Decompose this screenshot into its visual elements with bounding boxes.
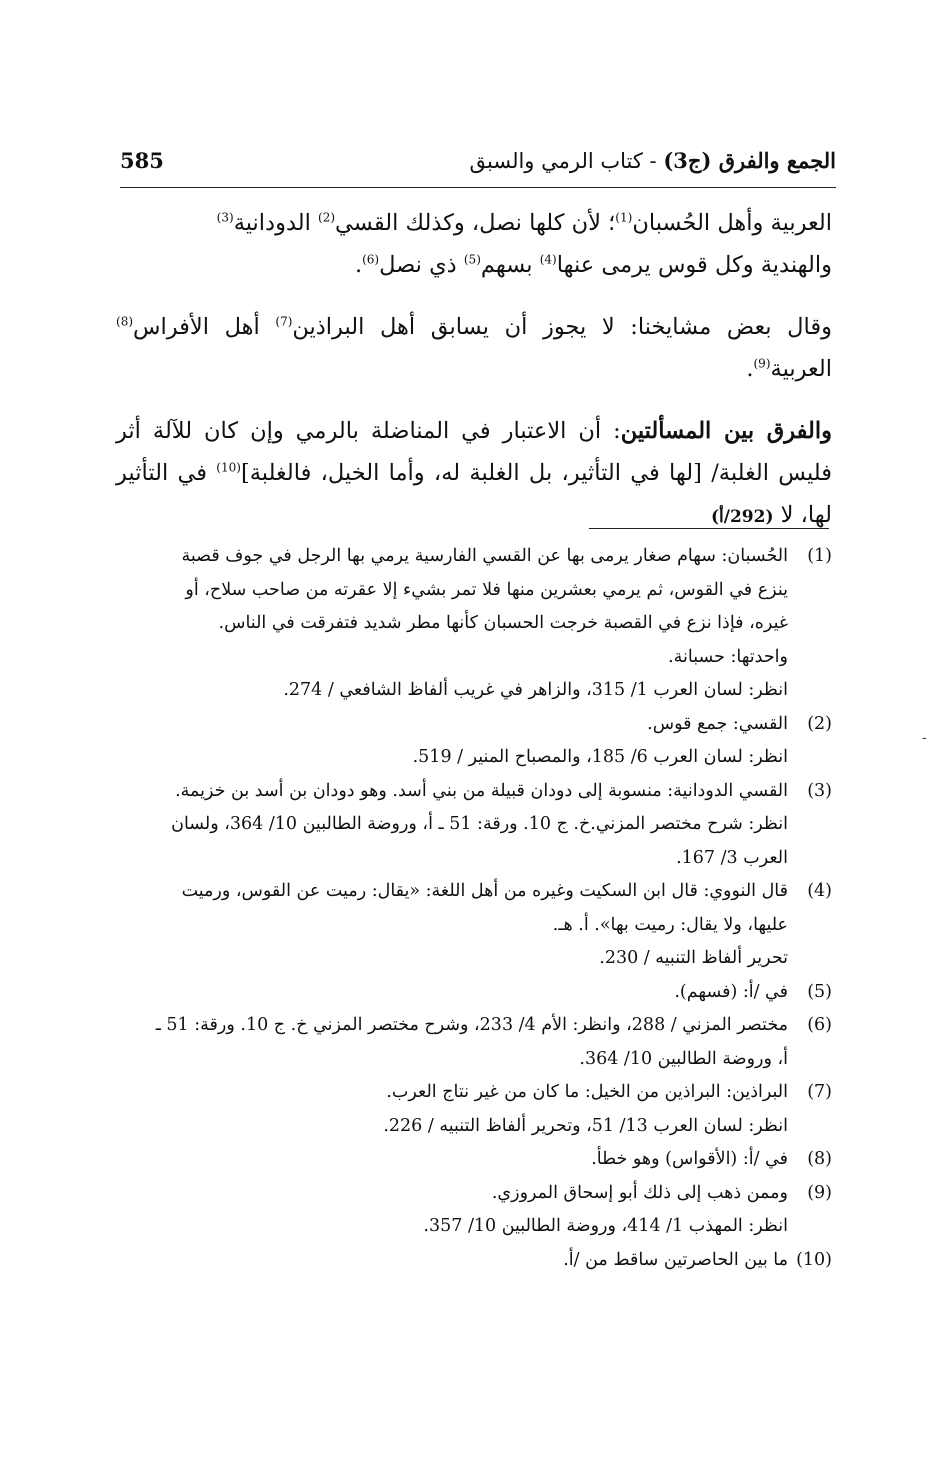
footnote-item xyxy=(112,976,832,1010)
footnote-line: البراذين: البراذين من الخيل: ما كان من غير نتاج العرب. xyxy=(386,1082,788,1102)
footnote-ref: (4) xyxy=(539,252,557,267)
footnote-line: أ، وروضة الطالبين 10/ 364. xyxy=(579,1048,788,1069)
footnote-item xyxy=(112,1076,832,1143)
footnote-text xyxy=(112,1009,788,1076)
text-span: ؛ لأن كلها نصل، وكذلك القسي xyxy=(335,210,616,236)
footnote-line: عليها، ولا يقال: رميت بها». أ. هـ. xyxy=(552,914,788,935)
footnote-item xyxy=(112,875,832,976)
footnote-item xyxy=(112,708,832,775)
footnote-item xyxy=(112,1009,832,1076)
paragraph-3 xyxy=(116,410,832,538)
text-span: والهندية وكل قوس يرمى عنها xyxy=(556,252,832,278)
manuscript-folio-mark: (292/أ) xyxy=(710,507,774,527)
footnote-text xyxy=(112,1143,788,1177)
footnote-text xyxy=(112,1076,788,1143)
footnote-line: الحُسبان: سهام صغار يرمى بها عن القسي الفارسية يرمي بها الرجل في جوف قصبة xyxy=(181,546,788,566)
lead-phrase: والفرق بين المسألتين xyxy=(620,418,832,444)
footnote-item xyxy=(112,1244,832,1278)
footnote-line: انظر: المهذب 1/ 414، وروضة الطالبين 10/ 357. xyxy=(423,1216,788,1236)
text-span: الدودانية xyxy=(233,210,319,236)
margin-mark: ‑ xyxy=(922,730,927,746)
footnote-line: واحدتها: حسبانة. xyxy=(668,646,788,667)
footnote-text xyxy=(112,875,788,976)
footnote-text xyxy=(112,1244,788,1278)
footnote-number: (9) xyxy=(807,1182,832,1203)
text-span: وقال بعض مشايخنا: لا يجوز أن يسابق أهل البراذين xyxy=(292,314,832,340)
text-span: في التأثير لها، لا xyxy=(116,460,832,528)
footnote-line: انظر: لسان العرب 13/ 51، وتحرير ألفاظ التنبيه / 226. xyxy=(383,1115,788,1136)
footnotes xyxy=(112,540,832,1277)
footnote-ref: (10) xyxy=(216,460,241,475)
footnote-number: (3) xyxy=(807,780,832,801)
page-number: 585 xyxy=(120,148,164,173)
footnote-number: (10) xyxy=(796,1249,832,1270)
footnote-ref: (9) xyxy=(753,356,771,371)
chapter-title: - كتاب الرمي والسبق xyxy=(469,149,664,173)
text-span: بسهم xyxy=(480,252,540,278)
running-title xyxy=(469,148,836,173)
footnote-number: (7) xyxy=(807,1082,832,1102)
footnote-ref: (3) xyxy=(216,210,234,225)
paragraph-2 xyxy=(116,306,832,390)
footnote-line: القسي الدودانية: منسوبة إلى دودان قبيلة من بني أسد. وهو دودان بن أسد بن خزيمة. xyxy=(175,780,788,801)
text-span: أهل الأفراس xyxy=(133,314,276,340)
footnote-ref: (6) xyxy=(362,252,380,267)
footnote-text xyxy=(112,708,788,775)
footnote-text xyxy=(112,1177,788,1244)
footnote-line: انظر: لسان العرب 1/ 315، والزاهر في غريب ألفاظ الشافعي / 274. xyxy=(283,680,788,700)
footnote-ref: (5) xyxy=(463,252,481,267)
footnote-item xyxy=(112,1177,832,1244)
footnote-line: في /أ: (الأقواس) وهو خطأ. xyxy=(591,1149,788,1169)
text-span: العربية xyxy=(770,356,832,382)
footnote-ref: (8) xyxy=(116,314,134,329)
footnote-line: وممن ذهب إلى ذلك أبو إسحاق المروزي. xyxy=(491,1182,788,1203)
footnote-rule xyxy=(589,528,829,529)
header-rule xyxy=(120,187,836,188)
footnote-item xyxy=(112,1143,832,1177)
footnote-number: (4) xyxy=(807,881,832,901)
footnote-line: ينزع في القوس، ثم يرمي بعشرين منها فلا تمر بشيء إلا عقرته من صاحب سلاح، أو xyxy=(185,579,788,600)
footnote-number: (2) xyxy=(807,713,832,734)
paragraph-1 xyxy=(116,202,832,286)
footnote-number: (1) xyxy=(807,546,832,566)
text-span: . xyxy=(354,252,363,278)
text-span: العربية وأهل الحُسبان xyxy=(632,210,832,236)
running-header xyxy=(120,146,836,186)
footnote-line: ما بين الحاصرتين ساقط من /أ. xyxy=(563,1249,788,1270)
footnote-text xyxy=(112,976,788,1010)
footnote-ref: (7) xyxy=(275,314,293,329)
text-span: ذي نصل xyxy=(379,252,464,278)
footnote-text xyxy=(112,540,788,708)
footnote-ref: (1) xyxy=(615,210,633,225)
footnote-text xyxy=(112,775,788,876)
text-span: : أن الاعتبار في المناضلة بالرمي وإن كان للآلة أثر فليس الغلبة/ [لها في التأثير، بل الغلبة له، وأما الخيل، فالغلبة] xyxy=(116,418,832,486)
footnote-line: قال النووي: قال ابن السكيت وغيره من أهل اللغة: «يقال: رميت عن القوس، ورميت xyxy=(181,881,788,901)
footnote-line: في /أ: (فسهم). xyxy=(674,981,788,1002)
book-title: الجمع والفرق (ج3) xyxy=(663,148,836,173)
footnote-line: غيره، فإذا نزع في القصبة خرجت الحسبان كأنها مطر شديد فتفرقت في الناس. xyxy=(218,613,788,633)
text-span: . xyxy=(746,356,754,382)
footnote-item xyxy=(112,775,832,876)
footnote-number: (8) xyxy=(807,1149,832,1169)
footnote-line: تحرير ألفاظ التنبيه / 230. xyxy=(599,948,788,968)
footnote-line: انظر: لسان العرب 6/ 185، والمصباح المنير / 519. xyxy=(412,747,788,767)
footnote-ref: (2) xyxy=(318,210,336,225)
footnote-line: العرب 3/ 167. xyxy=(676,847,788,868)
footnote-line: القسي: جمع قوس. xyxy=(647,713,788,734)
footnote-number: (6) xyxy=(807,1015,832,1035)
footnote-item xyxy=(112,540,832,708)
footnote-number: (5) xyxy=(807,981,832,1002)
footnote-line: مختصر المزني / 288، وانظر: الأم 4/ 233، وشرح مختصر المزني خ. ج 10. ورقة: 51 ـ xyxy=(155,1015,788,1035)
footnote-line: انظر: شرح مختصر المزني.خ. ج 10. ورقة: 51 ـ أ، وروضة الطالبين 10/ 364، ولسان xyxy=(171,814,788,834)
main-text xyxy=(116,202,832,558)
